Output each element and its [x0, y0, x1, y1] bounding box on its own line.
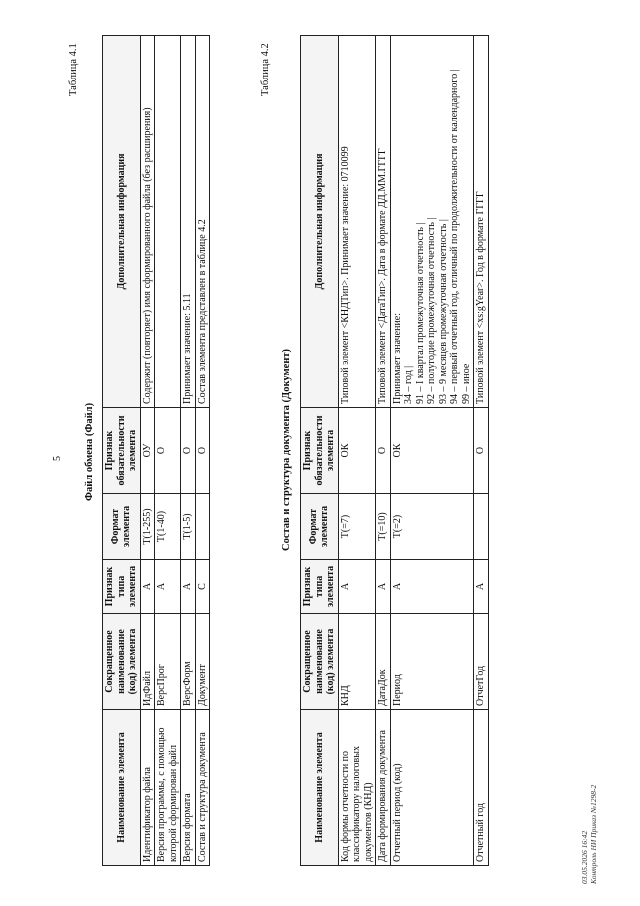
cell-element-required: ОУ — [140, 408, 155, 494]
stamp-line-1: 03.05.2026 16:42 — [580, 830, 589, 884]
cell-element-name: Версия формата — [181, 710, 196, 866]
cell-element-info: Содержит (повторяет) имя сформированного файла (без расширения) — [140, 36, 155, 408]
cell-element-code: Период — [390, 614, 474, 710]
table1-header-element-type: Признак типа элемента — [103, 560, 141, 614]
table2-header-element-format: Формат элемента — [301, 494, 339, 560]
cell-element-name: Идентификатор файла — [140, 710, 155, 866]
cell-element-name: Код формы отчетности по классификатору налоговых документов (КНД) — [338, 710, 376, 866]
cell-element-info: Принимает значение: 34 – год | 91 – I квартал промежуточная отчетность | 92 – полугодие промежуточная отчетность | 93 – 9 месяцев промежуточная отчетность | 94 – первый отчетный год, отличный по продолжительности от календарного | 99 – иное — [390, 36, 474, 408]
cell-element-name: Версия программы, с помощью которой сформирован файл — [155, 710, 181, 866]
table1-header-element-code: Сокращенное наименование (код) элемента — [103, 614, 141, 710]
table1-caption: Таблица 4.1 — [68, 43, 79, 96]
cell-element-required: О — [376, 408, 391, 494]
table1-header-element-format: Формат элемента — [103, 494, 141, 560]
table-row — [195, 36, 210, 866]
cell-element-name: Отчетный период (код) — [390, 710, 474, 866]
cell-element-format: T(=10) — [376, 494, 391, 560]
table1-title: Файл обмена (Файл) — [84, 402, 95, 501]
stamp-line-2: Контроль НИ Приказ №1298-2 — [589, 784, 598, 884]
cell-element-info: Состав элемента представлен в таблице 4.2 — [195, 36, 210, 408]
table2-header-element-code: Сокращенное наименование (код) элемента — [301, 614, 339, 710]
cell-element-name: Состав и структура документа — [195, 710, 210, 866]
cell-element-code: ДатаДок — [376, 614, 391, 710]
cell-element-type: А — [338, 560, 376, 614]
cell-element-format: T(1-40) — [155, 494, 181, 560]
cell-element-type: С — [195, 560, 210, 614]
table1-header-element-name: Наименование элемента — [103, 710, 141, 866]
table1-header-element-required: Признак обязательности элемента — [103, 408, 141, 494]
cell-element-format: T(=2) — [390, 494, 474, 560]
page-number: 5 — [52, 456, 63, 461]
table1-header-row — [103, 36, 141, 866]
cell-element-info: Принимает значение: 5.11 — [181, 36, 196, 408]
cell-element-required: О — [155, 408, 181, 494]
table2-header-element-type: Признак типа элемента — [301, 560, 339, 614]
cell-element-code: Документ — [195, 614, 210, 710]
cell-element-code: ОтчетГод — [474, 614, 489, 710]
cell-element-name: Дата формирования документа — [376, 710, 391, 866]
cell-element-format — [474, 494, 489, 560]
cell-element-info: Типовой элемент <xs:gYear>. Год в формате ГГГГ — [474, 36, 489, 408]
table2-title: Состав и структура документа (Документ) — [281, 348, 292, 551]
cell-element-format — [195, 494, 210, 560]
cell-element-format: T(1-255) — [140, 494, 155, 560]
cell-element-type: А — [140, 560, 155, 614]
print-stamp — [580, 785, 598, 884]
cell-element-code: ВерсПрог — [155, 614, 181, 710]
table1 — [102, 35, 210, 866]
table-row — [155, 36, 181, 866]
table-row — [390, 36, 474, 866]
table-row — [338, 36, 376, 866]
cell-element-required: ОК — [390, 408, 474, 494]
table2-header-element-name: Наименование элемента — [301, 710, 339, 866]
cell-element-required: О — [474, 408, 489, 494]
cell-element-type: А — [155, 560, 181, 614]
cell-element-type: А — [376, 560, 391, 614]
table-row — [474, 36, 489, 866]
table-row — [140, 36, 155, 866]
table2-caption: Таблица 4.2 — [260, 43, 271, 96]
cell-element-code: ИдФайл — [140, 614, 155, 710]
cell-element-type: А — [181, 560, 196, 614]
cell-element-required: ОК — [338, 408, 376, 494]
cell-element-required: О — [181, 408, 196, 494]
cell-element-code: ВерсФорм — [181, 614, 196, 710]
table1-body — [140, 36, 210, 866]
cell-element-name: Отчетный год — [474, 710, 489, 866]
cell-element-type: А — [390, 560, 474, 614]
table2-header-row — [301, 36, 339, 866]
table2-header-element-info: Дополнительная информация — [301, 36, 339, 408]
cell-element-required: О — [195, 408, 210, 494]
table2-header-element-required: Признак обязательности элемента — [301, 408, 339, 494]
table1-header-element-info: Дополнительная информация — [103, 36, 141, 408]
table-row — [181, 36, 196, 866]
cell-element-info: Типовой элемент <КНДТип>. Принимает значение: 0710099 — [338, 36, 376, 408]
table2-body — [338, 36, 488, 866]
cell-element-type: А — [474, 560, 489, 614]
table2 — [300, 35, 489, 866]
cell-element-info: Типовой элемент <ДатаТип>. Дата в формате ДД.ММ.ГГГГ — [376, 36, 391, 408]
cell-element-format: T(=7) — [338, 494, 376, 560]
table-row — [376, 36, 391, 866]
cell-element-info — [155, 36, 181, 408]
cell-element-code: КНД — [338, 614, 376, 710]
cell-element-format: T(1-5) — [181, 494, 196, 560]
